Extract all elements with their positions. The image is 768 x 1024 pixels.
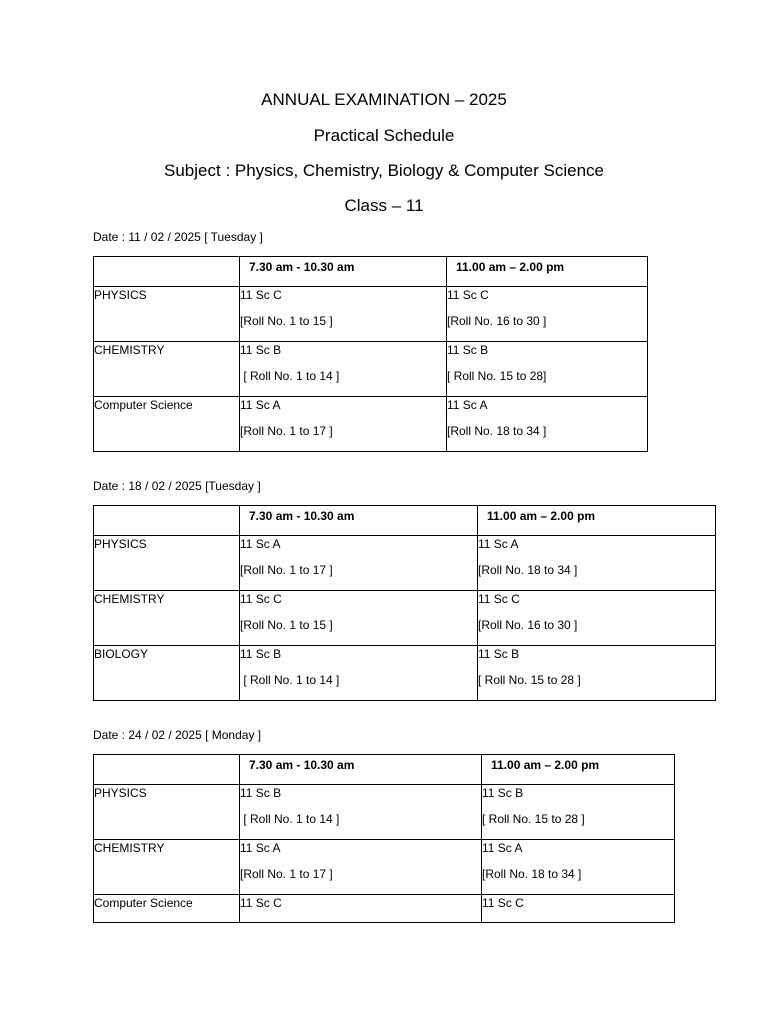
section-label: 11 Sc A bbox=[482, 841, 523, 855]
roll-range: [Roll No. 16 to 30 ] bbox=[447, 314, 547, 328]
section-label: 11 Sc B bbox=[482, 786, 524, 800]
section-label: 11 Sc C bbox=[240, 896, 282, 910]
slot-1-header: 7.30 am - 10.30 am bbox=[240, 257, 447, 287]
subject-cell: BIOLOGY bbox=[94, 646, 240, 701]
schedule-2-table bbox=[93, 505, 716, 701]
section-label: 11 Sc C bbox=[447, 288, 489, 302]
slot-2-cell bbox=[482, 895, 675, 923]
subject-cell: CHEMISTRY bbox=[94, 591, 240, 646]
slot-2-cell bbox=[478, 536, 716, 591]
table-row bbox=[94, 646, 716, 701]
section-label: 11 Sc B bbox=[447, 343, 489, 357]
slot-1-cell bbox=[240, 397, 447, 452]
section-label: 11 Sc B bbox=[478, 647, 520, 661]
subject-cell: PHYSICS bbox=[94, 536, 240, 591]
slot-1-cell bbox=[240, 646, 478, 701]
slot-2-cell bbox=[447, 397, 648, 452]
subject-cell: CHEMISTRY bbox=[94, 342, 240, 397]
table-row bbox=[94, 397, 648, 452]
class-line: Class – 11 bbox=[344, 196, 424, 215]
table-row bbox=[94, 895, 675, 923]
slot-2-cell bbox=[478, 591, 716, 646]
section-label: 11 Sc A bbox=[240, 537, 281, 551]
slot-2-header: 11.00 am – 2.00 pm bbox=[447, 257, 648, 287]
roll-range: [Roll No. 18 to 34 ] bbox=[478, 563, 578, 577]
table-row bbox=[94, 840, 675, 895]
section-label: 11 Sc A bbox=[240, 841, 281, 855]
slot-1-cell bbox=[240, 591, 478, 646]
schedule-1-date: Date : 11 / 02 / 2025 [ Tuesday ] bbox=[93, 230, 263, 244]
slot-1-header: 7.30 am - 10.30 am bbox=[240, 506, 478, 536]
roll-range: [ Roll No. 15 to 28 ] bbox=[478, 673, 581, 687]
slot-1-cell bbox=[240, 785, 482, 840]
schedule-3-date: Date : 24 / 02 / 2025 [ Monday ] bbox=[93, 728, 262, 742]
roll-range: [Roll No. 1 to 17 ] bbox=[240, 424, 333, 438]
section-label: 11 Sc B bbox=[240, 343, 282, 357]
roll-range: [Roll No. 16 to 30 ] bbox=[478, 618, 578, 632]
schedule-3-table bbox=[93, 754, 675, 923]
slot-1-cell bbox=[240, 895, 482, 923]
subject-cell: PHYSICS bbox=[94, 287, 240, 342]
schedule-1-table bbox=[93, 256, 648, 452]
section-label: 11 Sc B bbox=[240, 647, 282, 661]
roll-range: [ Roll No. 15 to 28 ] bbox=[482, 812, 585, 826]
table-row bbox=[94, 342, 648, 397]
table-header-row bbox=[94, 755, 675, 785]
slot-2-header: 11.00 am – 2.00 pm bbox=[482, 755, 675, 785]
header-blank-cell bbox=[94, 257, 240, 287]
slot-1-header: 7.30 am - 10.30 am bbox=[240, 755, 482, 785]
slot-2-cell bbox=[482, 785, 675, 840]
section-label: 11 Sc A bbox=[447, 398, 488, 412]
exam-title: ANNUAL EXAMINATION – 2025 bbox=[261, 90, 507, 109]
table-row bbox=[94, 287, 648, 342]
slot-2-cell bbox=[478, 646, 716, 701]
section-label: 11 Sc C bbox=[240, 288, 282, 302]
slot-1-cell bbox=[240, 840, 482, 895]
subject-cell: Computer Science bbox=[94, 397, 240, 452]
table-row bbox=[94, 785, 675, 840]
slot-1-cell bbox=[240, 287, 447, 342]
section-label: 11 Sc B bbox=[240, 786, 282, 800]
table-row bbox=[94, 536, 716, 591]
subject-cell: Computer Science bbox=[94, 895, 240, 923]
table-row bbox=[94, 591, 716, 646]
header-blank-cell bbox=[94, 755, 240, 785]
roll-range: [ Roll No. 1 to 14 ] bbox=[240, 673, 340, 687]
roll-range: [ Roll No. 15 to 28] bbox=[447, 369, 547, 383]
slot-1-cell bbox=[240, 342, 447, 397]
roll-range: [ Roll No. 1 to 14 ] bbox=[240, 812, 340, 826]
slot-1-cell bbox=[240, 536, 478, 591]
slot-2-cell bbox=[482, 840, 675, 895]
slot-2-cell bbox=[447, 342, 648, 397]
roll-range: [Roll No. 1 to 17 ] bbox=[240, 867, 333, 881]
schedule-subtitle: Practical Schedule bbox=[313, 126, 455, 145]
section-label: 11 Sc A bbox=[240, 398, 281, 412]
section-label: 11 Sc C bbox=[240, 592, 282, 606]
roll-range: [Roll No. 1 to 15 ] bbox=[240, 314, 333, 328]
roll-range: [ Roll No. 1 to 14 ] bbox=[240, 369, 340, 383]
table-header-row bbox=[94, 506, 716, 536]
section-label: 11 Sc C bbox=[478, 592, 520, 606]
section-label: 11 Sc A bbox=[478, 537, 519, 551]
header-blank-cell bbox=[94, 506, 240, 536]
roll-range: [Roll No. 1 to 15 ] bbox=[240, 618, 333, 632]
subject-cell: CHEMISTRY bbox=[94, 840, 240, 895]
roll-range: [Roll No. 1 to 17 ] bbox=[240, 563, 333, 577]
subject-line: Subject : Physics, Chemistry, Biology & Computer Science bbox=[164, 161, 604, 180]
subject-cell: PHYSICS bbox=[94, 785, 240, 840]
slot-2-cell bbox=[447, 287, 648, 342]
roll-range: [Roll No. 18 to 34 ] bbox=[447, 424, 547, 438]
section-label: 11 Sc C bbox=[482, 896, 524, 910]
slot-2-header: 11.00 am – 2.00 pm bbox=[478, 506, 716, 536]
schedule-2-date: Date : 18 / 02 / 2025 [Tuesday ] bbox=[93, 479, 261, 493]
table-header-row bbox=[94, 257, 648, 287]
roll-range: [Roll No. 18 to 34 ] bbox=[482, 867, 582, 881]
